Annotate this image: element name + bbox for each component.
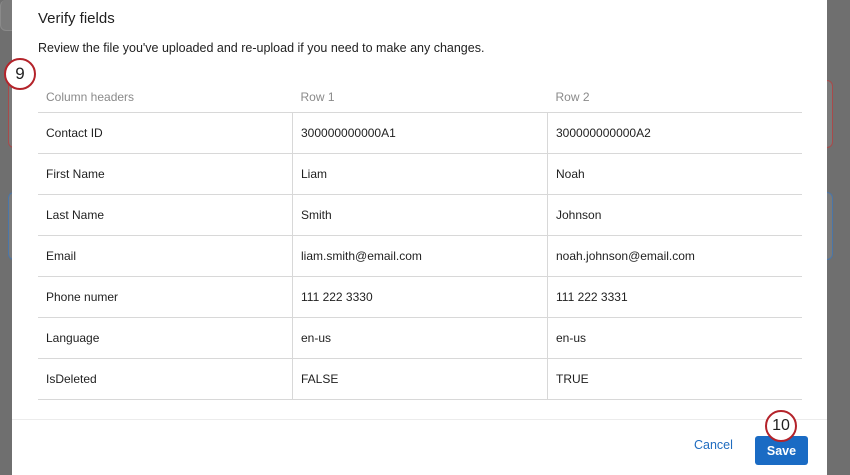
field-name-cell: IsDeleted (38, 359, 293, 400)
row-2-cell: 300000000000A2 (548, 113, 803, 154)
field-name-cell: Language (38, 318, 293, 359)
header-row-1: Row 1 (293, 82, 548, 113)
field-name-cell: Email (38, 236, 293, 277)
dialog-description: Review the file you've uploaded and re-upload if you need to make any changes. (38, 41, 485, 55)
field-name-cell: Phone numer (38, 277, 293, 318)
step-number-badge: 10 (765, 410, 797, 442)
row-2-cell: Noah (548, 154, 803, 195)
table-row (38, 318, 802, 359)
verify-fields-dialog (12, 0, 827, 475)
table-row (38, 359, 802, 400)
table-row (38, 236, 802, 277)
row-2-cell: 111 222 3331 (548, 277, 803, 318)
row-1-cell: liam.smith@email.com (293, 236, 548, 277)
fields-table (38, 82, 802, 400)
save-button[interactable]: Save (755, 436, 808, 465)
table-row (38, 277, 802, 318)
header-row-2: Row 2 (548, 82, 803, 113)
footer-divider (12, 419, 827, 420)
step-number-badge: 9 (4, 58, 36, 90)
field-name-cell: First Name (38, 154, 293, 195)
table-row (38, 195, 802, 236)
row-1-cell: 111 222 3330 (293, 277, 548, 318)
row-1-cell: FALSE (293, 359, 548, 400)
field-name-cell: Contact ID (38, 113, 293, 154)
row-1-cell: 300000000000A1 (293, 113, 548, 154)
dialog-title: Verify fields (38, 10, 115, 27)
row-2-cell: noah.johnson@email.com (548, 236, 803, 277)
table-header-row (38, 82, 802, 113)
table-row (38, 113, 802, 154)
field-name-cell: Last Name (38, 195, 293, 236)
row-2-cell: TRUE (548, 359, 803, 400)
header-column-headers: Column headers (38, 82, 293, 113)
cancel-button[interactable]: Cancel (694, 438, 733, 452)
row-1-cell: Smith (293, 195, 548, 236)
row-1-cell: Liam (293, 154, 548, 195)
row-2-cell: en-us (548, 318, 803, 359)
row-2-cell: Johnson (548, 195, 803, 236)
row-1-cell: en-us (293, 318, 548, 359)
table-row (38, 154, 802, 195)
